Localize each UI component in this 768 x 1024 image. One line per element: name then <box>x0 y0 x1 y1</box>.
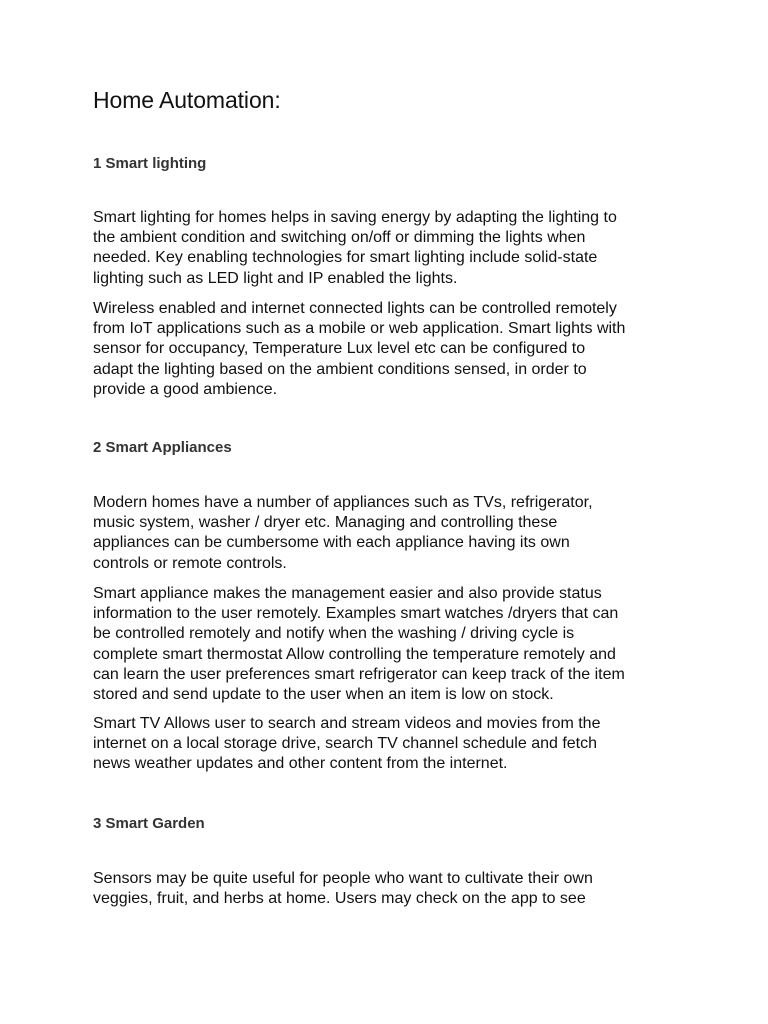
text-line: appliances can be cumbersome with each appliance having its own <box>93 534 570 552</box>
section-heading-smart-garden: 3 Smart Garden <box>93 815 205 832</box>
section-heading-smart-lighting: 1 Smart lighting <box>93 155 207 172</box>
text-line: news weather updates and other content from the internet. <box>93 755 508 773</box>
text-line: information to the user remotely. Examples smart watches /dryers that can <box>93 605 619 623</box>
paragraph <box>93 493 593 574</box>
text-line: adapt the lighting based on the ambient conditions sensed, in order to <box>93 360 587 378</box>
text-line: internet on a local storage drive, search TV channel schedule and fetch <box>93 735 598 753</box>
text-line: Wireless enabled and internet connected lights can be controlled remotely <box>93 300 617 317</box>
text-line: from IoT applications such as a mobile or web application. Smart lights with <box>93 320 626 338</box>
text-line: veggies, fruit, and herbs at home. Users may check on the app to see <box>93 890 586 908</box>
document-title: Home Automation: <box>93 87 281 113</box>
text-line: complete smart thermostat Allow controlling the temperature remotely and <box>93 645 616 663</box>
section-heading-smart-appliances: 2 Smart Appliances <box>93 439 232 456</box>
text-line: the ambient condition and switching on/off or dimming the lights when <box>93 229 586 247</box>
text-line: Sensors may be quite useful for people who want to cultivate their own <box>93 870 593 887</box>
text-line: sensor for occupancy, Temperature Lux level etc can be configured to <box>93 340 586 358</box>
text-line: Smart TV Allows user to search and stream videos and movies from the <box>93 715 601 732</box>
text-line: stored and send update to the user when an item is low on stock. <box>93 686 554 704</box>
text-line: provide a good ambience. <box>93 380 278 398</box>
text-line: be controlled remotely and notify when the washing / driving cycle is <box>93 625 575 643</box>
text-line: controls or remote controls. <box>93 554 287 572</box>
paragraph <box>93 869 593 909</box>
text-line: needed. Key enabling technologies for smart lighting include solid-state <box>93 249 598 267</box>
text-line: Modern homes have a number of appliances such as TVs, refrigerator, <box>93 494 593 511</box>
text-line: Smart lighting for homes helps in saving energy by adapting the lighting to <box>93 209 617 226</box>
paragraph <box>93 208 617 289</box>
paragraph <box>93 299 625 400</box>
text-line: music system, washer / dryer etc. Managing and controlling these <box>93 514 558 532</box>
text-line: lighting such as LED light and IP enabled the lights. <box>93 269 458 287</box>
text-line: can learn the user preferences smart refrigerator can keep track of the item <box>93 665 625 683</box>
paragraph <box>93 714 600 775</box>
paragraph <box>93 584 625 705</box>
text-line: Smart appliance makes the management easier and also provide status <box>93 585 602 602</box>
